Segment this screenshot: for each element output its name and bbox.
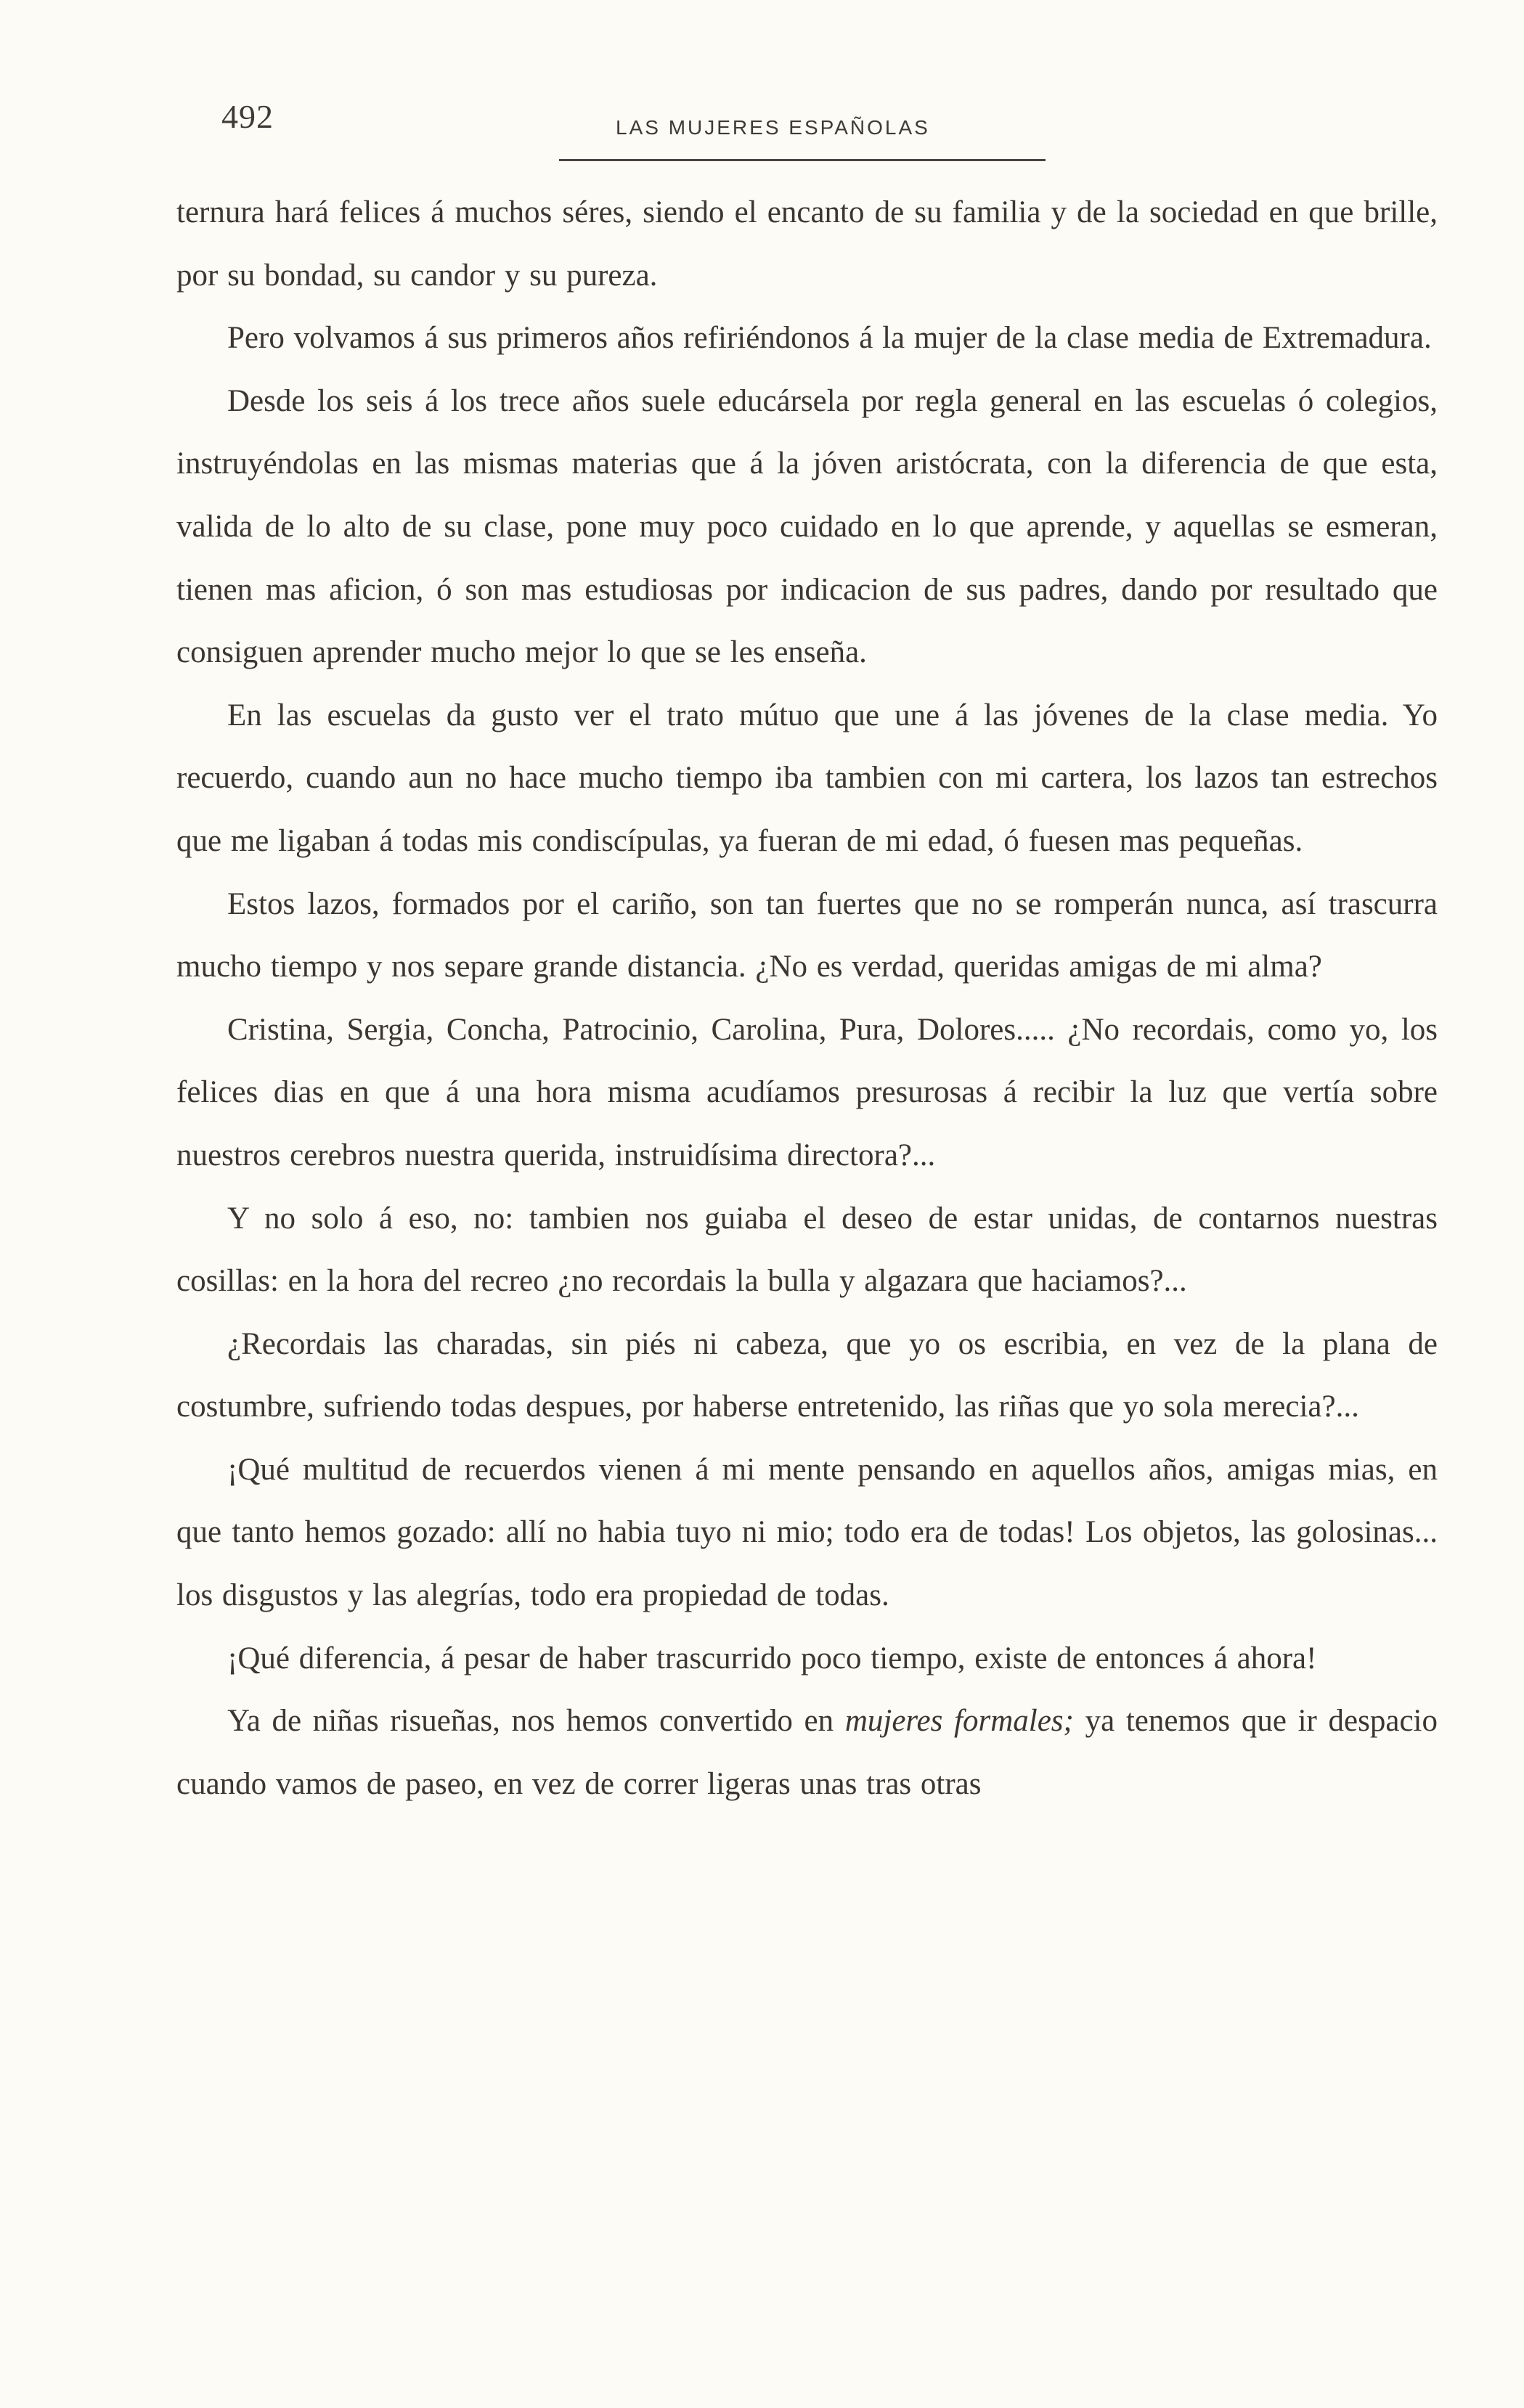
- paragraph: ¡Qué diferencia, á pesar de haber trascurrido poco tiempo, existe de entonces á ahora!: [227, 1641, 1317, 1676]
- paragraph: Pero volvamos á sus primeros años refiriéndonos á la mujer de la clase media de Extremadura.: [227, 321, 1432, 356]
- body-text: [176, 181, 1438, 1816]
- italic-emphasis: mujeres formales;: [844, 1704, 1074, 1739]
- page-number: 492: [221, 98, 274, 135]
- running-head-title: LAS MUJERES ESPAÑOLAS: [616, 116, 930, 139]
- paragraph: Cristina, Sergia, Concha, Patrocinio, Carolina, Pura, Dolores..... ¿No recordais, como yo, los felices dias en que á una hora misma acudíamos presurosas á recibir la luz que vertía sobre nuestros cerebros nuestra querida, instruidísima directora?...: [176, 1012, 1438, 1172]
- paragraph-with-emphasis: [176, 1690, 1438, 1816]
- paragraph-text-before: Ya de niñas risueñas, nos hemos convertido en: [227, 1704, 845, 1739]
- paragraph: Desde los seis á los trece años suele educársela por regla general en las escuelas ó colegios, instruyéndolas en las mismas materias que á la jóven aristócrata, con la diferencia de que esta, valida de lo alto de su clase, pone muy poco cuidado en lo que aprende, y aquellas se esmeran, tienen mas aficion, ó son mas estudiosas por indicacion de sus padres, dando por resultado que consiguen aprender mucho mejor lo que se les enseña.: [176, 383, 1438, 670]
- paragraph: Estos lazos, formados por el cariño, son tan fuertes que no se romperán nunca, así trascurra mucho tiempo y nos separe grande distancia. ¿No es verdad, queridas amigas de mi alma?: [176, 886, 1438, 984]
- paragraph-text-after: ya tenemos que ir despacio cuando vamos de paseo, en vez de correr ligeras unas tras otras: [176, 1704, 1438, 1801]
- paragraph-continued: ternura hará felices á muchos séres, siendo el encanto de su familia y de la sociedad en que brille, por su bondad, su candor y su pureza.: [176, 195, 1438, 293]
- paragraph: ¿Recordais las charadas, sin piés ni cabeza, que yo os escribia, en vez de la plana de costumbre, sufriendo todas despues, por haberse entretenido, las riñas que yo sola merecia?...: [176, 1326, 1438, 1424]
- paragraph: Y no solo á eso, no: tambien nos guiaba el deseo de estar unidas, de contarnos nuestras cosillas: en la hora del recreo ¿no recordais la bulla y algazara que haciamos?...: [176, 1201, 1438, 1299]
- paragraph: En las escuelas da gusto ver el trato mútuo que une á las jóvenes de la clase media. Yo recuerdo, cuando aun no hace mucho tiempo iba tambien con mi cartera, los lazos tan estrechos que me ligaban á todas mis condiscípulas, ya fueran de mi edad, ó fuesen mas pequeñas.: [176, 698, 1438, 858]
- paragraph: ¡Qué multitud de recuerdos vienen á mi mente pensando en aquellos años, amigas mias, en que tanto hemos gozado: allí no habia tuyo ni mio; todo era de todas! Los objetos, las golosinas... los disgustos y las alegrías, todo era propiedad de todas.: [176, 1452, 1438, 1613]
- header-rule-divider: [559, 159, 1046, 161]
